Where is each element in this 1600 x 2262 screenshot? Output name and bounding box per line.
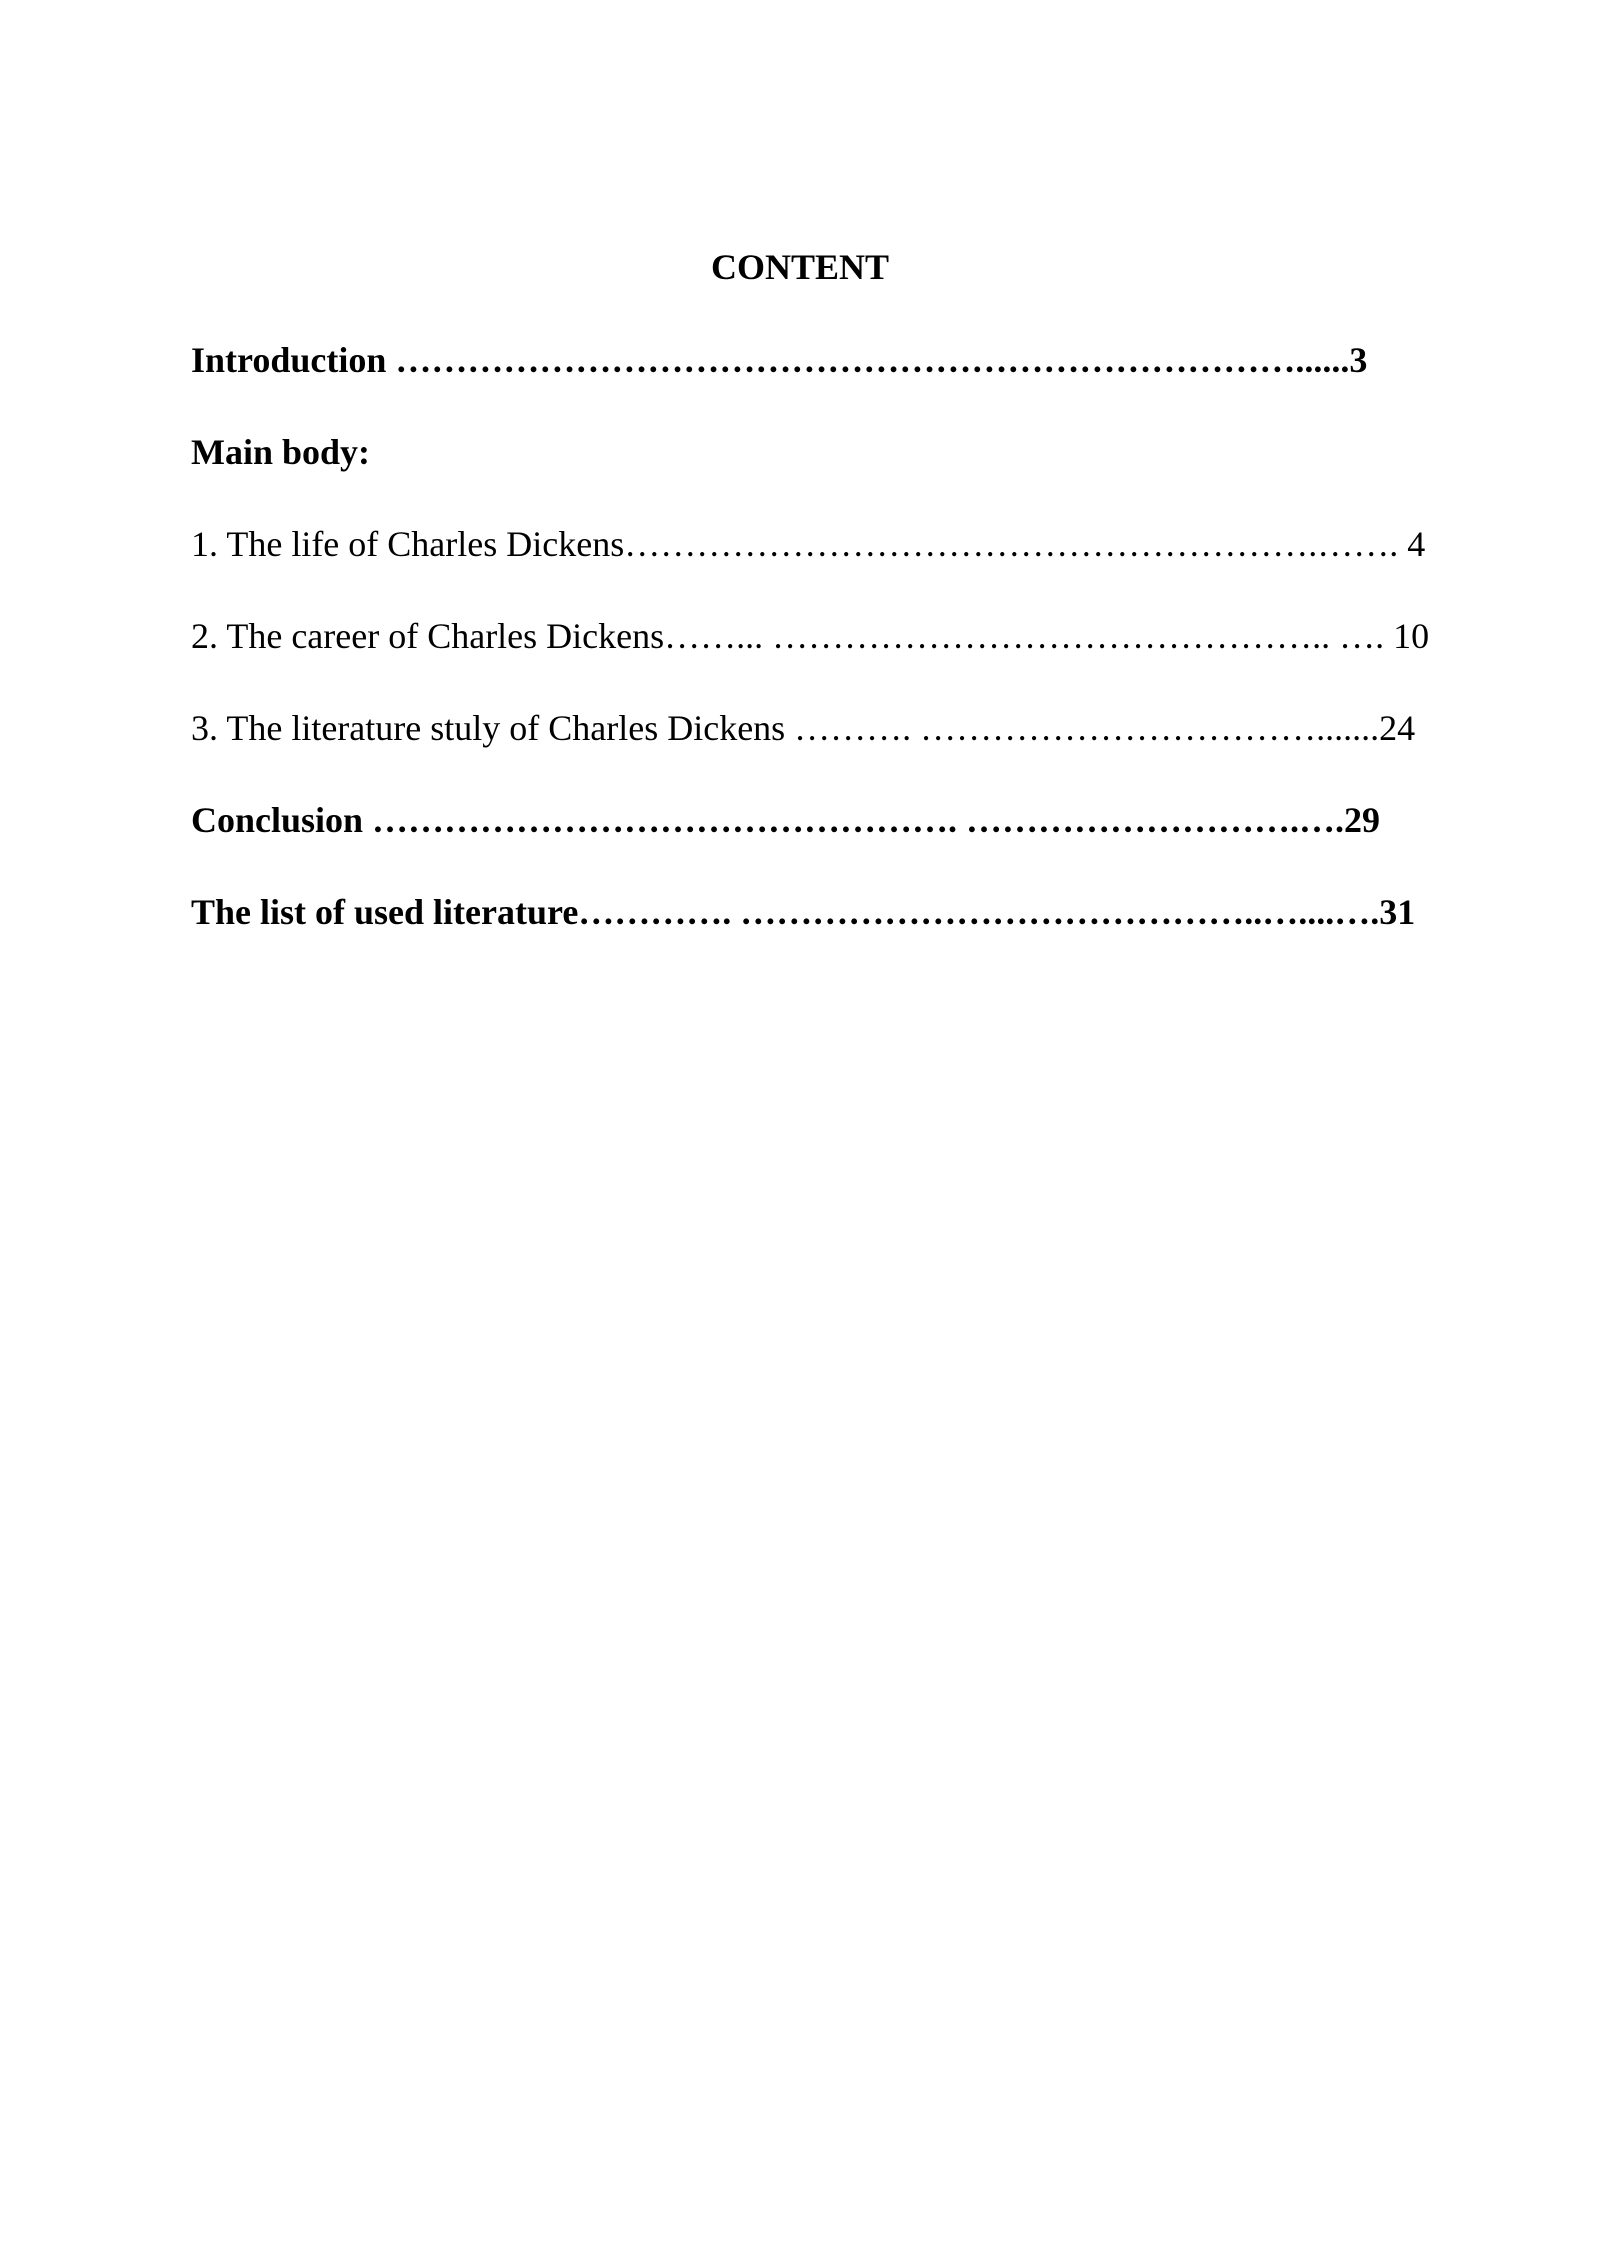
toc-entry-conclusion: Conclusion …………………………………………. ……………………….….29	[191, 800, 1381, 840]
toc-entry-introduction: Introduction …………………………………………………………………......3	[191, 340, 1368, 380]
toc-entry-literature-study: 3. The literature stuly of Charles Dickens ………. …………………………….......24	[191, 708, 1416, 748]
page-title: CONTENT	[710, 247, 890, 287]
toc-entry-life: 1. The life of Charles Dickens………………………………………………….……. 4	[191, 524, 1426, 564]
toc-entry-career: 2. The career of Charles Dickens……... ……………………………………….. …. 10	[191, 616, 1430, 656]
toc-heading-main-body: Main body:	[191, 432, 371, 472]
toc-entry-used-literature: The list of used literature…………. ……………………………………..…....….31	[191, 892, 1416, 932]
